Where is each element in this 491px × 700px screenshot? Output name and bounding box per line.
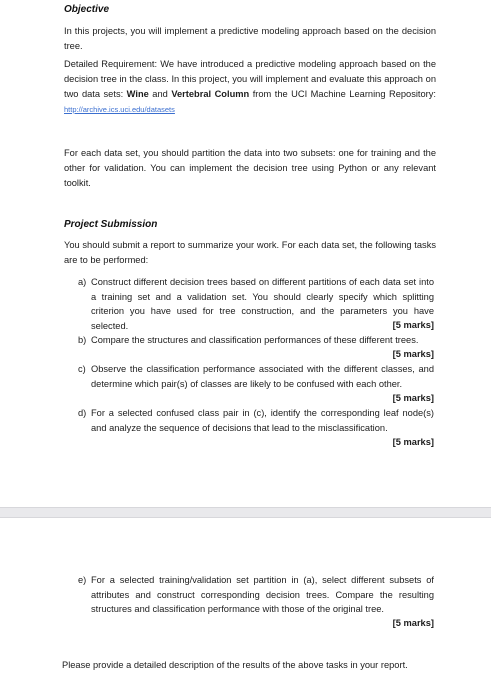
task-label: d) [78,408,87,418]
task-item-a [78,275,434,333]
task-label: e) [78,575,87,585]
task-marks: [5 marks] [392,320,434,331]
dataset-vertebral: Vertebral Column [171,89,250,99]
task-text: For a selected training/validation set partition in (a), select different subsets of attributes and construct corresponding decision trees. Compare the resulting structures and classification performance with those of the original tree. [91,575,434,615]
task-item-d [78,406,434,450]
partition-paragraph: For each data set, you should partition the data into two subsets: one for training and the other for validation. You can implement the decision tree using Python or any relevant toolkit. [64,148,436,188]
dataset-wine: Wine [126,89,149,99]
task-text: Construct different decision trees based on different partitions of each data set into a training set and a validation set. You should clearly specify which splitting criterion you have used for tree construction, and the parameters you have selected. [91,277,434,331]
submission-heading: Project Submission [64,219,158,230]
objective-heading: Objective [64,4,110,15]
task-marks: [5 marks] [392,393,434,404]
task-item-c [78,362,434,406]
closing-paragraph: Please provide a detailed description of the results of the above tasks in your report. [62,660,408,670]
task-marks: [5 marks] [392,349,434,360]
task-marks: [5 marks] [392,437,434,448]
task-marks: [5 marks] [392,618,434,629]
detail-text-start: Detailed Requirement: We have introduced a predictive modeling approach based on the decision tree in the class. In this project, you will implement and evaluate this approach on two data sets: [64,59,436,99]
task-text: For a selected confused class pair in (c), identify the corresponding leaf node(s) and analyze the sequence of decisions that lead to the misclassification. [91,408,434,433]
uci-repository-link[interactable]: http://archive.ics.uci.edu/datasets [64,105,175,114]
document-page-2 [0,518,491,700]
detailed-requirement [64,57,436,117]
task-label: b) [78,335,87,345]
page-break [0,507,491,518]
objective-intro: In this projects, you will implement a predictive modeling approach based on the decision tree. [64,26,436,51]
task-label: c) [78,364,86,374]
task-label: a) [78,277,87,287]
detail-text-end: from the UCI Machine Learning Repository: [249,89,437,99]
submission-intro: You should submit a report to summarize your work. For each data set, the following tasks are to be performed: [64,240,436,265]
task-item-e [78,573,434,631]
task-text: Observe the classification performance associated with the different classes, and determine which pair(s) of classes are likely to be confused with each other. [91,364,434,389]
task-text: Compare the structures and classification performances of these different trees. [91,335,419,345]
detail-and: and [148,89,172,99]
task-item-b [78,333,434,362]
